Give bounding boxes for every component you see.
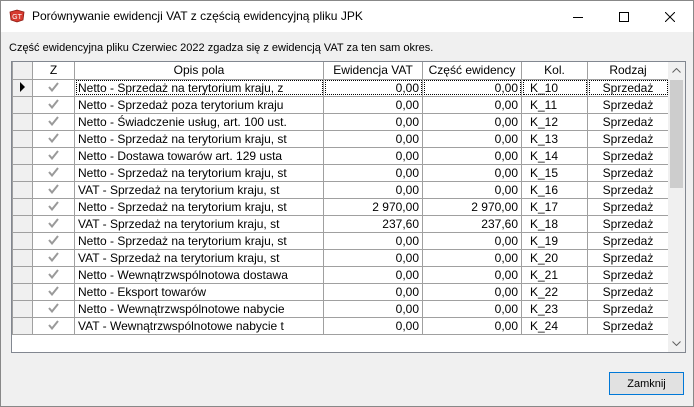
table-row[interactable] [13,317,669,334]
rodzaj-cell[interactable]: Sprzedaż [588,300,669,317]
row-indicator[interactable] [13,283,33,300]
minimize-icon [573,12,583,22]
check-icon [48,303,59,313]
ewidencja-vat-cell[interactable]: 0,00 [324,283,423,300]
rodzaj-cell[interactable]: Sprzedaż [588,79,669,96]
column-header-rodzaj[interactable]: Rodzaj [588,62,669,79]
rodzaj-cell[interactable]: Sprzedaż [588,96,669,113]
row-indicator[interactable] [13,232,33,249]
rodzaj-cell[interactable]: Sprzedaż [588,317,669,334]
table-row[interactable] [13,215,669,232]
opis-cell[interactable]: Netto - Sprzedaż na terytorium kraju, st [75,232,324,249]
opis-cell[interactable]: Netto - Sprzedaż na terytorium kraju, st [75,198,324,215]
row-indicator[interactable] [13,147,33,164]
rodzaj-cell[interactable]: Sprzedaż [588,198,669,215]
rodzaj-cell[interactable]: Sprzedaż [588,164,669,181]
match-check-cell [33,181,75,198]
row-indicator[interactable] [13,96,33,113]
kol-cell[interactable]: K_17 [522,198,588,215]
match-check-cell [33,249,75,266]
check-icon [48,286,59,296]
check-icon [48,252,59,262]
rodzaj-cell[interactable]: Sprzedaż [588,130,669,147]
row-indicator[interactable] [13,249,33,266]
ewidencja-vat-cell[interactable]: 0,00 [324,317,423,334]
opis-cell[interactable]: Netto - Sprzedaż na terytorium kraju, st [75,130,324,147]
kol-cell[interactable]: K_11 [522,96,588,113]
ewidencja-vat-cell[interactable]: 0,00 [324,300,423,317]
opis-cell[interactable]: VAT - Wewnątrzwspólnotowe nabycie t [75,317,324,334]
kol-cell[interactable]: K_18 [522,215,588,232]
scrollbar-thumb[interactable] [670,80,683,188]
match-check-cell [33,96,75,113]
comparison-table [12,62,669,335]
match-check-cell [33,113,75,130]
row-indicator[interactable] [13,181,33,198]
close-window-button[interactable] [647,1,693,32]
row-indicator[interactable] [13,317,33,334]
table-body [13,79,669,334]
czesc-ewidencyjna-cell[interactable]: 0,00 [423,130,522,147]
chevron-down-icon [672,341,681,346]
czesc-ewidencyjna-cell[interactable]: 0,00 [423,164,522,181]
czesc-ewidencyjna-cell[interactable]: 0,00 [423,300,522,317]
kol-cell[interactable]: K_20 [522,249,588,266]
comparison-grid[interactable] [11,61,686,353]
kol-cell[interactable]: K_14 [522,147,588,164]
info-message: Część ewidencyjna pliku Czerwiec 2022 zgadza się z ewidencją VAT za ten sam okres. [9,42,434,54]
rodzaj-cell[interactable]: Sprzedaż [588,181,669,198]
table-row[interactable] [13,283,669,300]
kol-cell[interactable]: K_24 [522,317,588,334]
czesc-ewidencyjna-cell[interactable]: 0,00 [423,266,522,283]
ewidencja-vat-cell[interactable]: 237,60 [324,215,423,232]
opis-cell[interactable]: Netto - Sprzedaż na terytorium kraju, z [75,79,324,96]
match-check-cell [33,283,75,300]
opis-cell[interactable]: Netto - Świadczenie usług, art. 100 ust. [75,113,324,130]
check-icon [48,320,59,330]
rodzaj-cell[interactable]: Sprzedaż [588,266,669,283]
match-check-cell [33,317,75,334]
czesc-ewidencyjna-cell[interactable]: 0,00 [423,317,522,334]
match-check-cell [33,266,75,283]
scroll-down-button[interactable] [668,335,685,352]
kol-cell[interactable]: K_21 [522,266,588,283]
ewidencja-vat-cell[interactable]: 2 970,00 [324,198,423,215]
check-icon [48,99,59,109]
rodzaj-cell[interactable]: Sprzedaż [588,283,669,300]
row-indicator-header [13,62,33,79]
check-icon [48,235,59,245]
title-bar[interactable] [1,1,693,32]
row-indicator[interactable] [13,79,33,96]
czesc-ewidencyjna-cell[interactable]: 0,00 [423,79,522,96]
match-check-cell [33,147,75,164]
table-row[interactable] [13,113,669,130]
table-row[interactable] [13,300,669,317]
table-row[interactable] [13,232,669,249]
kol-cell[interactable]: K_16 [522,181,588,198]
scroll-up-button[interactable] [668,62,685,79]
ewidencja-vat-cell[interactable]: 0,00 [324,96,423,113]
check-icon [48,201,59,211]
row-indicator[interactable] [13,215,33,232]
match-check-cell [33,300,75,317]
row-indicator[interactable] [13,164,33,181]
match-check-cell [33,164,75,181]
kol-cell[interactable]: K_22 [522,283,588,300]
svg-text:GT: GT [12,14,22,21]
column-header-z[interactable]: Z [33,62,75,79]
app-icon [9,9,25,23]
czesc-ewidencyjna-cell[interactable]: 0,00 [423,283,522,300]
opis-cell[interactable]: Netto - Wewnątrzwspólnotowa dostawa [75,266,324,283]
ewidencja-vat-cell[interactable]: 0,00 [324,181,423,198]
maximize-button[interactable] [601,1,647,32]
table-row[interactable] [13,266,669,283]
kol-cell[interactable]: K_15 [522,164,588,181]
match-check-cell [33,232,75,249]
ewidencja-vat-cell[interactable]: 0,00 [324,113,423,130]
kol-cell[interactable]: K_19 [522,232,588,249]
table-row[interactable] [13,147,669,164]
czesc-ewidencyjna-cell[interactable]: 0,00 [423,181,522,198]
table-row[interactable] [13,198,669,215]
column-header-kol[interactable]: Kol. [522,62,588,79]
current-row-arrow-icon [20,82,25,92]
ewidencja-vat-cell[interactable]: 0,00 [324,79,423,96]
match-check-cell [33,79,75,96]
rodzaj-cell[interactable]: Sprzedaż [588,147,669,164]
close-button[interactable]: Zamknij [609,372,684,395]
czesc-ewidencyjna-cell[interactable]: 237,60 [423,215,522,232]
kol-cell[interactable]: K_23 [522,300,588,317]
opis-cell[interactable]: VAT - Sprzedaż na terytorium kraju, st [75,249,324,266]
check-icon [48,133,59,143]
opis-cell[interactable]: VAT - Sprzedaż na terytorium kraju, st [75,181,324,198]
kol-cell[interactable]: K_13 [522,130,588,147]
check-icon [48,116,59,126]
ewidencja-vat-cell[interactable]: 0,00 [324,266,423,283]
opis-cell[interactable]: Netto - Dostawa towarów art. 129 usta [75,147,324,164]
match-check-cell [33,215,75,232]
row-indicator[interactable] [13,198,33,215]
czesc-ewidencyjna-cell[interactable]: 0,00 [423,113,522,130]
column-header-ewidencja[interactable]: Ewidencja VAT [324,62,423,79]
table-row[interactable] [13,249,669,266]
opis-cell[interactable]: Netto - Sprzedaż poza terytorium kraju [75,96,324,113]
close-icon [665,12,675,22]
check-icon [48,150,59,160]
rodzaj-cell[interactable]: Sprzedaż [588,249,669,266]
window-title: Porównywanie ewidencji VAT z częścią ewidencyjną pliku JPK [32,9,363,23]
opis-cell[interactable]: Netto - Sprzedaż na terytorium kraju, st [75,164,324,181]
kol-cell[interactable]: K_10 [522,79,588,96]
ewidencja-vat-cell[interactable]: 0,00 [324,232,423,249]
table-row[interactable] [13,130,669,147]
czesc-ewidencyjna-cell[interactable]: 0,00 [423,232,522,249]
opis-cell[interactable]: Netto - Wewnątrzwspólnotowe nabycie [75,300,324,317]
row-indicator[interactable] [13,113,33,130]
table-header-row [13,62,669,79]
ewidencja-vat-cell[interactable]: 0,00 [324,164,423,181]
row-indicator[interactable] [13,130,33,147]
minimize-button[interactable] [555,1,601,32]
czesc-ewidencyjna-cell[interactable]: 0,00 [423,147,522,164]
check-icon [48,184,59,194]
maximize-icon [619,12,629,22]
table-row[interactable] [13,96,669,113]
table-row[interactable] [13,181,669,198]
rodzaj-cell[interactable]: Sprzedaż [588,232,669,249]
czesc-ewidencyjna-cell[interactable]: 0,00 [423,249,522,266]
opis-cell[interactable]: VAT - Sprzedaż na terytorium kraju, st [75,215,324,232]
opis-cell[interactable]: Netto - Eksport towarów [75,283,324,300]
rodzaj-cell[interactable]: Sprzedaż [588,113,669,130]
ewidencja-vat-cell[interactable]: 0,00 [324,147,423,164]
czesc-ewidencyjna-cell[interactable]: 2 970,00 [423,198,522,215]
column-header-czesc[interactable]: Część ewidency [423,62,522,79]
check-icon [48,82,59,92]
check-icon [48,218,59,228]
match-check-cell [33,130,75,147]
vertical-scrollbar[interactable] [668,62,685,352]
czesc-ewidencyjna-cell[interactable]: 0,00 [423,96,522,113]
rodzaj-cell[interactable]: Sprzedaż [588,215,669,232]
row-indicator[interactable] [13,300,33,317]
table-row[interactable] [13,164,669,181]
check-icon [48,167,59,177]
ewidencja-vat-cell[interactable]: 0,00 [324,130,423,147]
match-check-cell [33,198,75,215]
column-header-opis[interactable]: Opis pola [75,62,324,79]
ewidencja-vat-cell[interactable]: 0,00 [324,249,423,266]
row-indicator[interactable] [13,266,33,283]
chevron-up-icon [672,68,681,73]
check-icon [48,269,59,279]
kol-cell[interactable]: K_12 [522,113,588,130]
table-row[interactable] [13,79,669,96]
